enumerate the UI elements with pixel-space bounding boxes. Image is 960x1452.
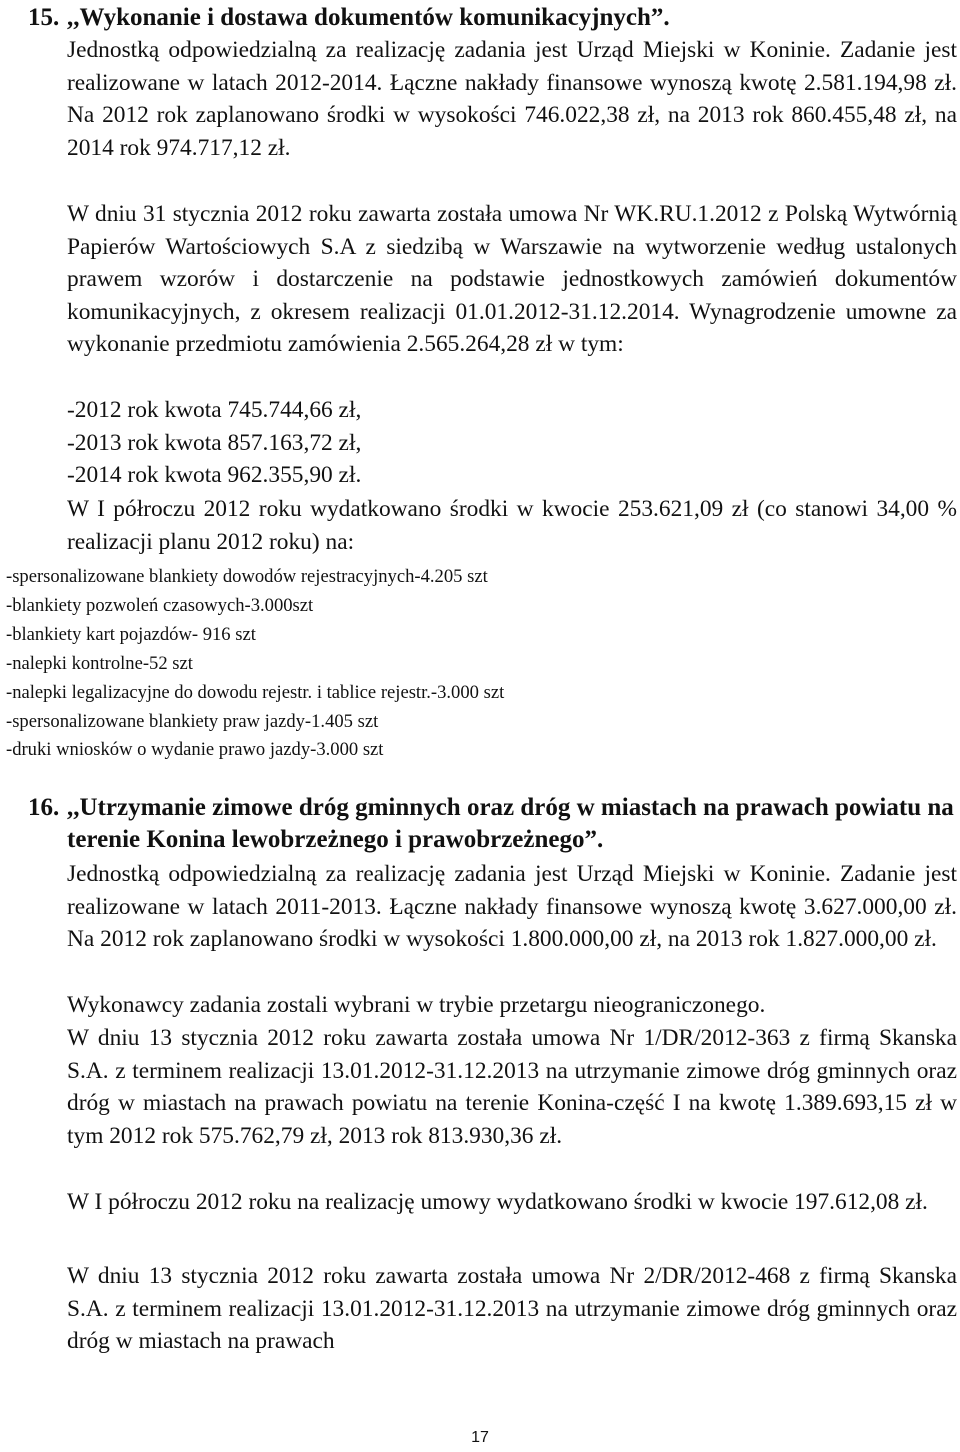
- section-16-title: ,,Utrzymanie zimowe dróg gminnych oraz dróg w miastach na prawach powiatu na terenie Konina lewobrzeżnego i prawobrzeżnego”.: [67, 794, 954, 853]
- section-16-paragraph-1: Jednostką odpowiedzialną za realizację zadania jest Urząd Miejski w Koninie. Zadanie jest realizowane w latach 2011-2013. Łączne nakłady finansowe wynoszą kwotę 3.627.000,00 zł. Na 2012 rok zaplanowano środki w wysokości 1.800.000,00 zł, na 2013 rok 1.827.000,00 zł.: [67, 861, 957, 953]
- section-16-paragraph-5: W dniu 13 stycznia 2012 roku zawarta została umowa Nr 2/DR/2012-468 z firmą Skanska S.A. z terminem realizacji 13.01.2012-31.12.2013 na utrzymanie zimowe dróg gminnych oraz dróg w miastach na prawach: [67, 1263, 957, 1355]
- section-16-number: 16.: [28, 794, 60, 821]
- section-15-paragraph-1: Jednostką odpowiedzialną za realizację zadania jest Urząd Miejski w Koninie. Zadanie jest realizowane w latach 2012-2014. Łączne nakłady finansowe wynoszą kwotę 2.581.194,98 zł. Na 2012 rok zaplanowano środki w wysokości 746.022,38 zł, na 2013 rok 860.455,48 zł, na 2014 rok 974.717,12 zł.: [67, 37, 957, 161]
- list-item: -nalepki kontrolne-52 szt: [6, 652, 193, 674]
- page-number: 17: [471, 1429, 489, 1446]
- list-item: -spersonalizowane blankiety praw jazdy-1.405 szt: [6, 710, 379, 732]
- section-16-paragraph-2: Wykonawcy zadania zostali wybrani w trybie przetargu nieograniczonego.: [67, 992, 766, 1018]
- section-15-number: 15.: [28, 4, 60, 31]
- section-16-heading: [28, 792, 958, 856]
- list-item: -druki wniosków o wydanie prawo jazdy-3.000 szt: [6, 739, 384, 761]
- section-15-title: ,,Wykonanie i dostawa dokumentów komunikacyjnych”.: [67, 4, 670, 31]
- amount-line: -2013 rok kwota 857.163,72 zł,: [67, 429, 362, 456]
- amount-line: -2012 rok kwota 745.744,66 zł,: [67, 397, 362, 423]
- section-15-paragraph-2: W dniu 31 stycznia 2012 roku zawarta została umowa Nr WK.RU.1.2012 z Polską Wytwórnią Papierów Wartościowych S.A z siedzibą w Warszawie na wytworzenie według ustalonych prawem wzorów i dostarczenie na podstawie jednostkowych zamówień dokumentów komunikacyjnych, z okresem realizacji 01.01.2012-31.12.2014. Wynagrodzenie umowne za wykonanie przedmiotu zamówienia 2.565.264,28 zł w tym:: [67, 201, 957, 358]
- list-item: -blankiety pozwoleń czasowych-3.000szt: [6, 594, 314, 616]
- section-15-items-list: [6, 563, 946, 765]
- section-15-amounts: [67, 394, 957, 492]
- list-item: -spersonalizowane blankiety dowodów rejestracyjnych-4.205 szt: [6, 566, 488, 587]
- list-item: -nalepki legalizacyjne do dowodu rejestr. i tablice rejestr.-3.000 szt: [6, 681, 505, 703]
- list-item: -blankiety kart pojazdów- 916 szt: [6, 623, 256, 645]
- amount-line: -2014 rok kwota 962.355,90 zł.: [67, 462, 362, 489]
- section-15-paragraph-3: W I półroczu 2012 roku wydatkowano środki w kwocie 253.621,09 zł (co stanowi 34,00 % realizacji planu 2012 roku) na:: [67, 496, 957, 555]
- section-16-paragraph-3: W dniu 13 stycznia 2012 roku zawarta została umowa Nr 1/DR/2012-363 z firmą Skanska S.A. z terminem realizacji 13.01.2012-31.12.2013 na utrzymanie zimowe dróg gminnych oraz dróg w miastach na prawach powiatu na terenie Konina-część I na kwotę 1.389.693,15 zł w tym 2012 rok 575.762,79 zł, 2013 rok 813.930,36 zł.: [67, 1025, 957, 1149]
- section-15-heading: [28, 2, 958, 34]
- section-16-paragraph-4: W I półroczu 2012 roku na realizację umowy wydatkowano środki w kwocie 197.612,08 zł.: [67, 1189, 928, 1215]
